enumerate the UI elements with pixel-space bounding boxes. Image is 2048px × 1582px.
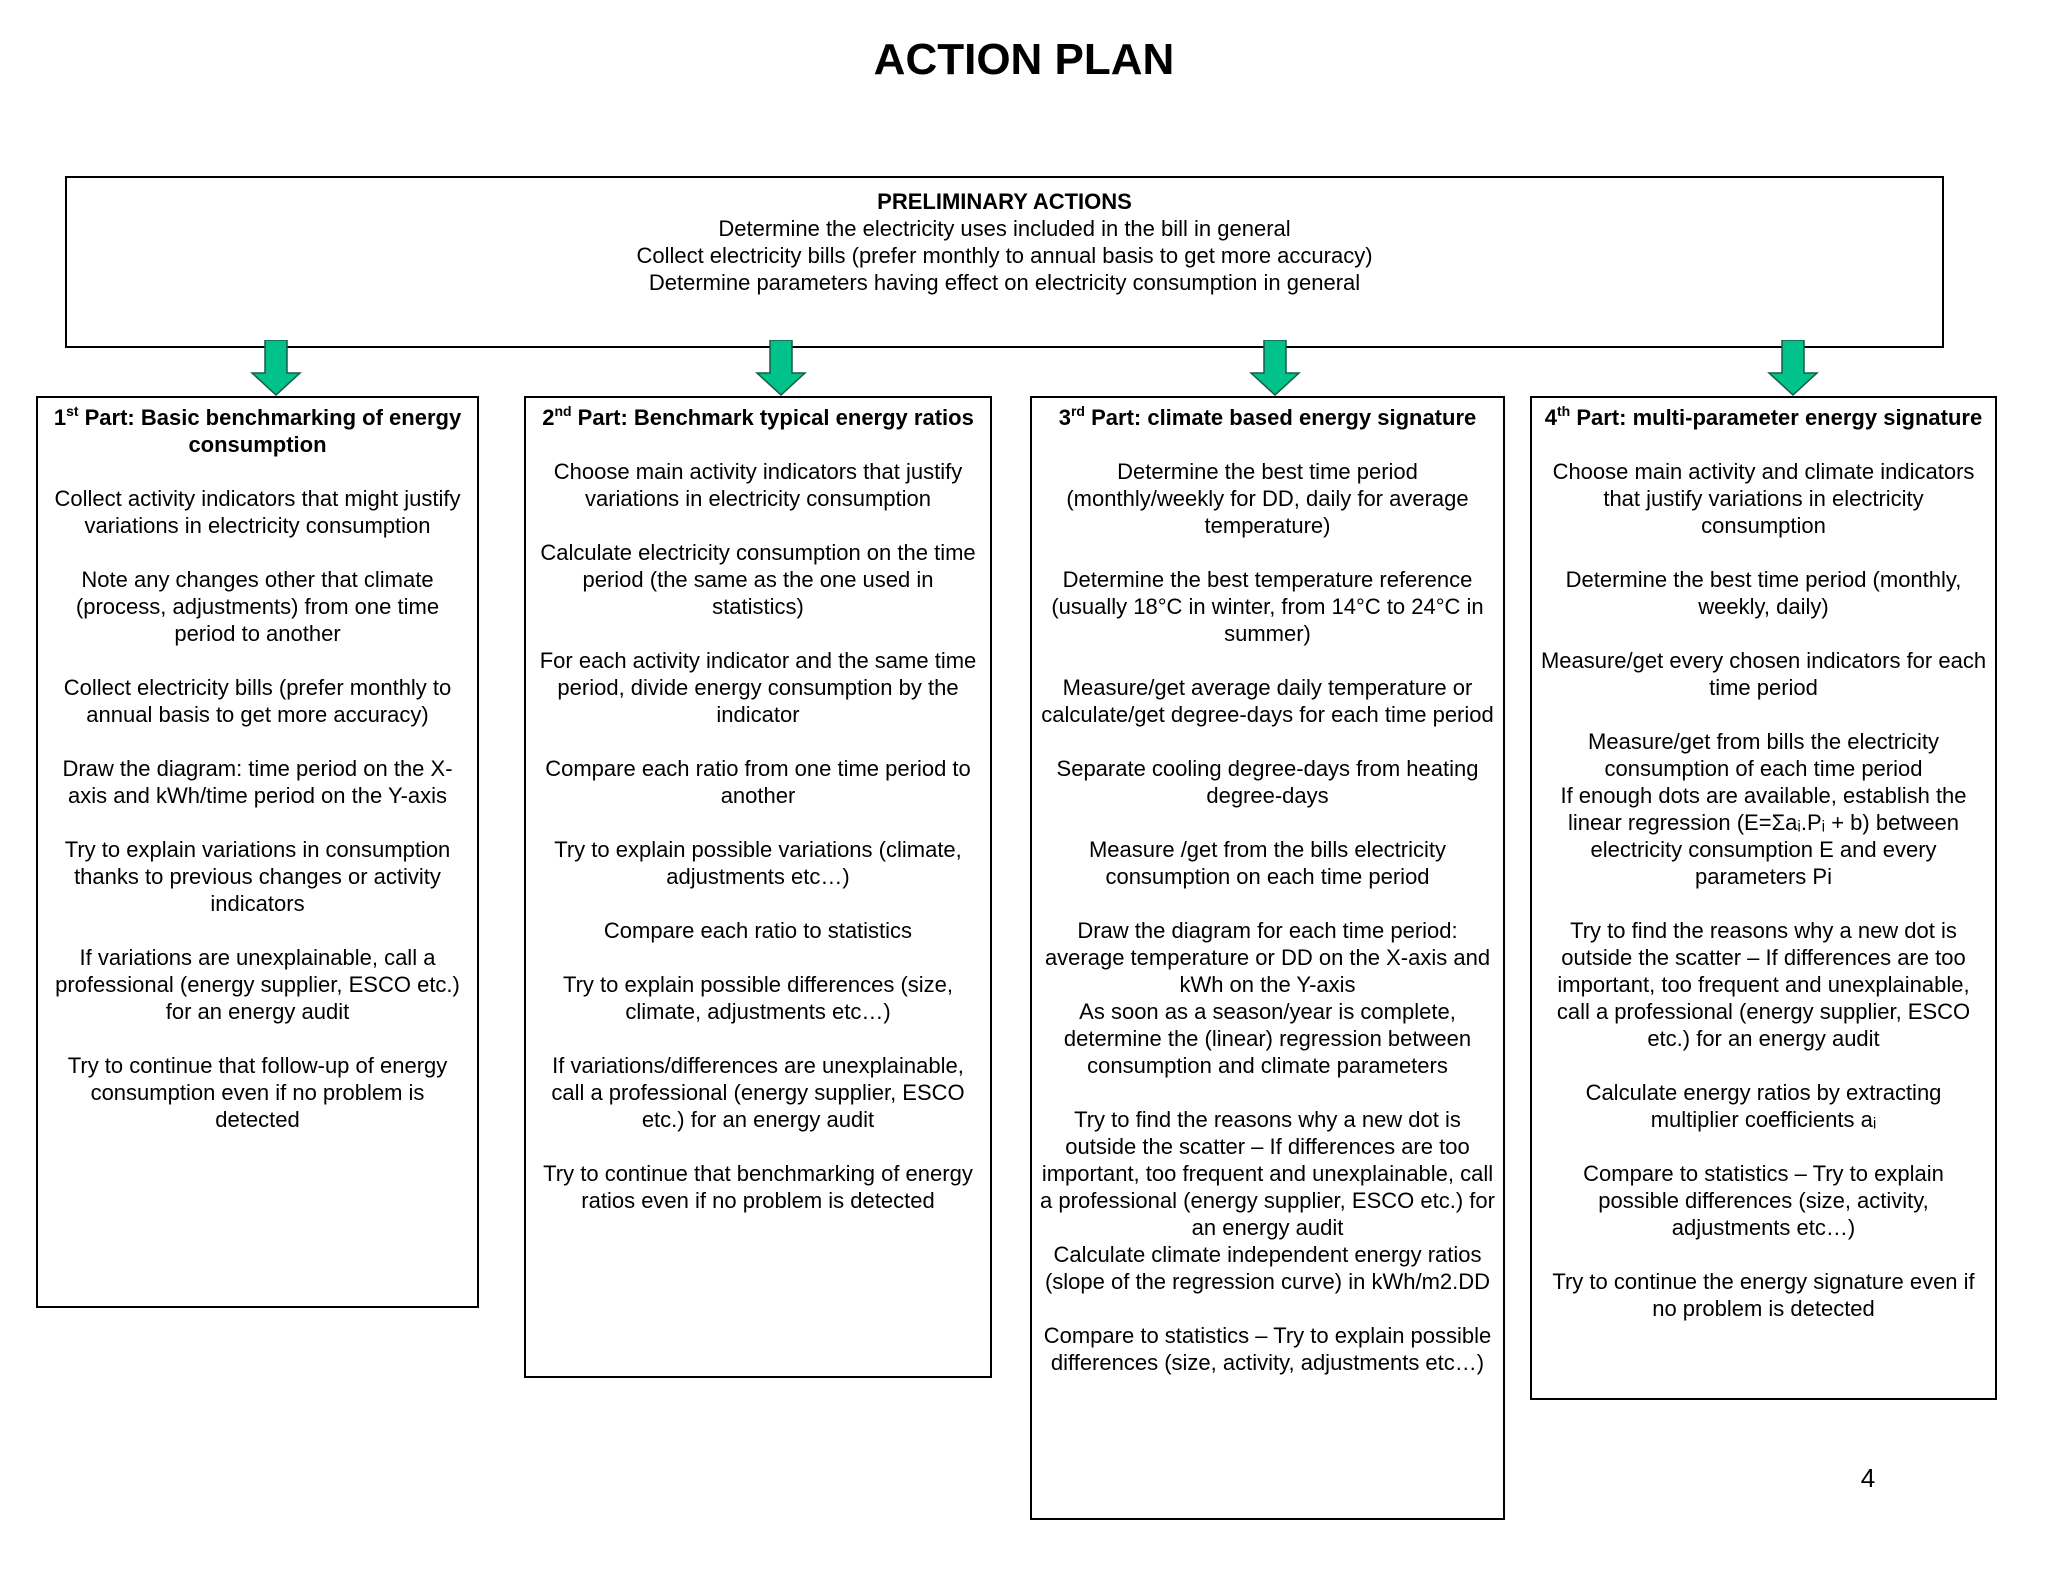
step-text — [1040, 566, 1495, 647]
page-number: 4 — [1860, 1463, 1876, 1493]
part-steps — [46, 485, 469, 1133]
step-text — [1540, 728, 1987, 890]
step-text — [534, 755, 982, 809]
step-text — [46, 755, 469, 809]
step-line: Collect electricity bills (prefer monthly to annual basis to get more accuracy) — [63, 675, 452, 727]
part-ordinal-suffix: nd — [554, 402, 572, 419]
step-line: Compare each ratio to statistics — [603, 918, 913, 943]
step-text — [46, 836, 469, 917]
step-line: Calculate climate independent energy ratios (slope of the regression curve) in kWh/m2.DD — [1044, 1242, 1491, 1294]
step-line: Separate cooling degree-days from heating degree-days — [1056, 756, 1479, 808]
page-title: ACTION PLAN — [873, 35, 1175, 84]
part-ordinal-suffix: th — [1557, 402, 1571, 419]
preliminary-actions-box — [65, 176, 1944, 348]
step-line: Measure/get from bills the electricity consumption of each time period — [1588, 729, 1939, 781]
step-text — [1040, 917, 1495, 1079]
step-text — [46, 944, 469, 1025]
step-line: If variations are unexplainable, call a professional (energy supplier, ESCO etc.) for an energy audit — [55, 945, 460, 1024]
preliminary-line: Determine parameters having effect on electricity consumption in general — [648, 270, 1361, 295]
step-line: Try to explain possible variations (climate, adjustments etc…) — [554, 837, 962, 889]
step-line: Compare each ratio from one time period to another — [545, 756, 971, 808]
step-line: Measure /get from the bills electricity consumption on each time period — [1088, 837, 1447, 889]
part-title-text: Part: Benchmark typical energy ratios — [571, 405, 974, 430]
part-steps — [534, 458, 982, 1214]
step-line: Collect activity indicators that might justify variations in electricity consumption — [54, 486, 461, 538]
step-text — [46, 485, 469, 539]
part-title — [1540, 404, 1987, 431]
part-title — [1040, 404, 1495, 431]
step-line: Measure/get average daily temperature or calculate/get degree-days for each time period — [1041, 675, 1494, 727]
part-ordinal-suffix: rd — [1070, 402, 1085, 419]
part-4-box — [1530, 396, 1997, 1400]
step-text — [534, 1160, 982, 1214]
part-3-box — [1030, 396, 1505, 1520]
step-text — [46, 566, 469, 647]
step-line: Choose main activity indicators that justify variations in electricity consumption — [553, 459, 963, 511]
part-title — [534, 404, 982, 431]
step-text — [1540, 1079, 1987, 1133]
step-line: Try to explain possible differences (size, climate, adjustments etc…) — [562, 972, 954, 1024]
step-text — [534, 539, 982, 620]
step-line: Calculate electricity consumption on the time period (the same as the one used in statistics) — [540, 540, 976, 619]
part-title-text: Part: Basic benchmarking of energy consumption — [78, 405, 462, 457]
step-line: Try to find the reasons why a new dot is outside the scatter – If differences are too important, too frequent and unexplainable, call a professional (energy supplier, ESCO etc.) for an energy audit — [1040, 1107, 1495, 1240]
step-text — [534, 917, 982, 944]
step-text — [1040, 458, 1495, 539]
step-text — [1540, 917, 1987, 1052]
part-1-box — [36, 396, 479, 1308]
down-arrow-icon — [1767, 340, 1819, 396]
step-text — [1040, 755, 1495, 809]
step-text — [1040, 1322, 1495, 1376]
step-text — [1540, 458, 1987, 539]
part-ordinal: 1 — [53, 405, 67, 430]
step-line: Determine the best temperature reference (usually 18°C in winter, from 14°C to 24°C in summer) — [1051, 567, 1484, 646]
part-title-text: Part: multi-parameter energy signature — [1570, 405, 1983, 430]
step-line: Try to continue that benchmarking of energy ratios even if no problem is detected — [543, 1161, 973, 1213]
part-ordinal: 3 — [1058, 405, 1071, 430]
down-arrow-icon — [755, 340, 807, 396]
step-line: As soon as a season/year is complete, determine the (linear) regression between consumption and climate parameters — [1063, 999, 1472, 1078]
step-text — [46, 674, 469, 728]
step-line: Draw the diagram for each time period: average temperature or DD on the X-axis and kWh on the Y-axis — [1044, 918, 1491, 997]
step-line: Compare to statistics – Try to explain possible differences (size, activity, adjustments etc…) — [1043, 1323, 1492, 1375]
part-title-text: Part: climate based energy signature — [1084, 405, 1477, 430]
step-line: Try to find the reasons why a new dot is outside the scatter – If differences are too important, too frequent and unexplainable, call a professional (energy supplier, ESCO etc.) for an energy audit — [1556, 918, 1971, 1051]
step-text — [1540, 1160, 1987, 1241]
step-line: Determine the best time period (monthly, weekly, daily) — [1565, 567, 1962, 619]
step-line: Try to continue that follow-up of energy consumption even if no problem is detected — [67, 1053, 448, 1132]
step-text — [534, 971, 982, 1025]
step-line: Determine the best time period (monthly/weekly for DD, daily for average temperature) — [1066, 459, 1469, 538]
step-text — [1040, 836, 1495, 890]
step-line: Choose main activity and climate indicators that justify variations in electricity consumption — [1552, 459, 1975, 538]
step-text — [1040, 1106, 1495, 1295]
step-text — [1540, 647, 1987, 701]
step-text — [1540, 566, 1987, 620]
step-line: Draw the diagram: time period on the X-axis and kWh/time period on the Y-axis — [62, 756, 453, 808]
step-text — [534, 1052, 982, 1133]
part-ordinal: 4 — [1544, 405, 1557, 430]
down-arrow-icon — [1249, 340, 1301, 396]
step-text — [46, 1052, 469, 1133]
part-title — [46, 404, 469, 458]
step-line: For each activity indicator and the same time period, divide energy consumption by the indicator — [539, 648, 977, 727]
step-line: Calculate energy ratios by extracting multiplier coefficients aᵢ — [1585, 1080, 1942, 1132]
step-line: If variations/differences are unexplainable, call a professional (energy supplier, ESCO etc.) for an energy audit — [551, 1053, 965, 1132]
step-line: Try to continue the energy signature even if no problem is detected — [1552, 1269, 1975, 1321]
down-arrow-icon — [250, 340, 302, 396]
step-text — [1540, 1268, 1987, 1322]
step-line: If enough dots are available, establish the linear regression (E=Σaᵢ.Pᵢ + b) between electricity consumption E and every parameters Pi — [1560, 783, 1967, 889]
part-ordinal: 2 — [542, 405, 555, 430]
step-line: Compare to statistics – Try to explain possible differences (size, activity, adjustments etc…) — [1583, 1161, 1944, 1240]
step-text — [1040, 674, 1495, 728]
part-steps — [1040, 458, 1495, 1376]
preliminary-heading: PRELIMINARY ACTIONS — [877, 189, 1132, 214]
step-line: Measure/get every chosen indicators for each time period — [1540, 648, 1987, 700]
step-text — [534, 458, 982, 512]
preliminary-line: Determine the electricity uses included in the bill in general — [718, 216, 1291, 241]
step-line: Note any changes other that climate (process, adjustments) from one time period to another — [75, 567, 440, 646]
part-steps — [1540, 458, 1987, 1322]
part-ordinal-suffix: st — [66, 402, 79, 419]
preliminary-line: Collect electricity bills (prefer monthly to annual basis to get more accuracy) — [636, 243, 1373, 268]
step-text — [534, 836, 982, 890]
part-2-box — [524, 396, 992, 1378]
step-text — [534, 647, 982, 728]
step-line: Try to explain variations in consumption thanks to previous changes or activity indicators — [64, 837, 451, 916]
